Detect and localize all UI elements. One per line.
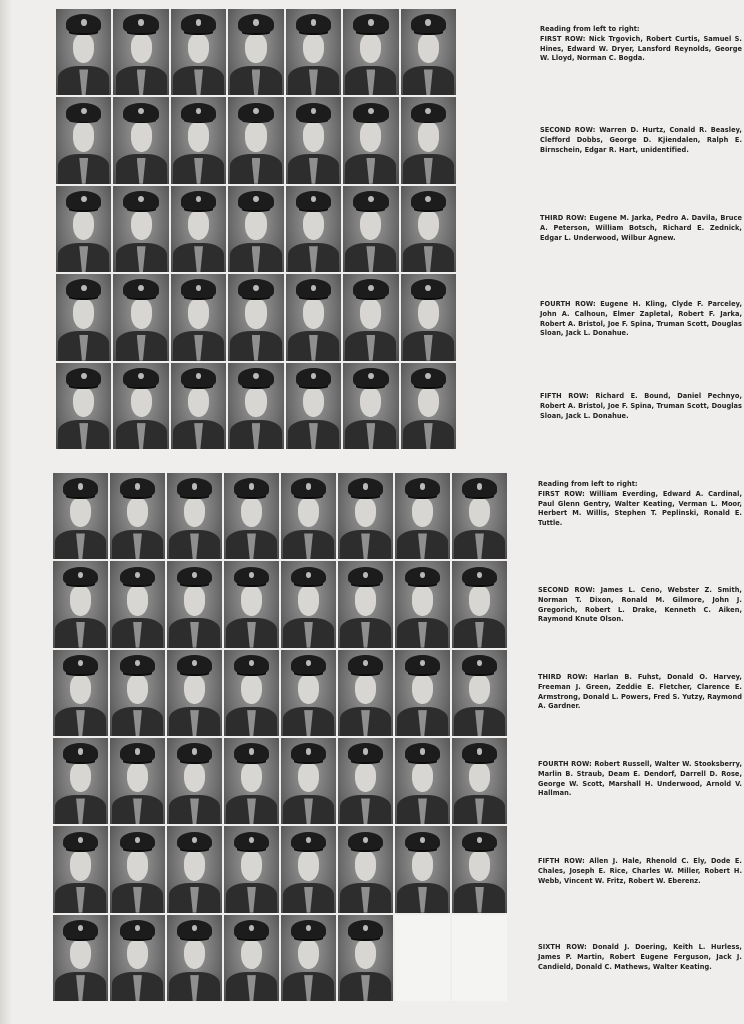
caption-group-1-third [540,214,742,243]
portrait-photo [224,473,279,559]
portrait-photo [171,363,226,449]
portrait-photo [452,473,507,559]
portrait-photo [281,915,336,1001]
caption-group-2-sixth [538,943,742,972]
portrait-photo [110,738,165,824]
portrait-photo [452,826,507,912]
portrait-photo [171,9,226,95]
portrait-photo [171,97,226,183]
portrait-photo [56,363,111,449]
portrait-photo [56,274,111,360]
portrait-photo [110,650,165,736]
portrait-photo [452,650,507,736]
row-names: William Everding, Edward A. Cardinal, Paul Glenn Gentry, Walter Keating, Verman L. Moor, Herbert M. Willis, Stephen T. Peplinski, Ronald E. Tuttle. [538,489,742,528]
row-names: Robert Russell, Walter W. Stooksberry, Marlin B. Straub, Deam E. Dendorf, Darrell D. Rose, George W. Scott, Marshall H. Underwood, Arnold V. Hallman. [538,760,742,798]
portrait-photo [53,915,108,1001]
portrait-photo [228,363,283,449]
portrait-photo [56,9,111,95]
row-names: Warren D. Hurtz, Conald R. Beasley, Clefford Dobbs, George D. Kjiendalen, Ralph E. Birnschein, Edgar R. Hart, unidentified. [540,126,742,154]
photo-grid-group-1 [56,9,456,449]
row-label: SIXTH ROW: [538,943,593,951]
portrait-photo [110,915,165,1001]
portrait-photo [281,826,336,912]
portrait-photo [338,650,393,736]
portrait-photo [401,363,456,449]
portrait-photo [338,738,393,824]
page-gutter-shadow [0,0,12,1024]
portrait-photo [53,561,108,647]
portrait-photo [343,97,398,183]
portrait-photo [395,561,450,647]
portrait-photo [167,473,222,559]
portrait-photo [53,738,108,824]
portrait-photo [401,186,456,272]
portrait-photo [228,274,283,360]
portrait-photo [56,97,111,183]
portrait-photo [167,650,222,736]
portrait-photo [171,186,226,272]
portrait-photo [281,473,336,559]
portrait-photo [286,186,341,272]
caption-group-2-second [538,586,742,625]
portrait-photo [167,826,222,912]
portrait-photo [395,650,450,736]
portrait-photo [343,186,398,272]
portrait-photo [167,738,222,824]
row-label: FOURTH ROW: [538,760,595,768]
portrait-photo [224,650,279,736]
portrait-photo [286,363,341,449]
portrait-photo [113,363,168,449]
portrait-photo [452,561,507,647]
portrait-photo [343,363,398,449]
portrait-photo [395,738,450,824]
portrait-photo [53,826,108,912]
caption-group-2-fifth [538,857,742,886]
caption-group-1-first [540,25,742,64]
row-names: Donald J. Doering, Keith L. Hurless, James P. Martin, Robert Eugene Ferguson, Jack J. Candield, Donald C. Mathews, Walter Keating. [538,943,742,971]
portrait-photo [286,97,341,183]
row-label: FIRST ROW: [540,34,589,43]
caption-group-1-second [540,126,742,155]
row-names: Eugene H. Kling, Clyde F. Parceley, John A. Calhoun, Elmer Zapletal, Robert F. Jarka, Robert A. Bristol, Joe F. Spina, Truman Scott, Douglas Sloan, Jack L. Donahue. [540,300,742,338]
portrait-photo [228,186,283,272]
portrait-photo [286,9,341,95]
caption-group-1-fourth [540,300,742,339]
portrait-photo [224,738,279,824]
row-names: Harlan B. Fuhst, Donald O. Harvey, Freeman J. Green, Zeddie E. Fletcher, Clarence E. Armstrong, Donald L. Powers, Fred S. Yutzy, Raymond A. Gardner. [538,673,742,711]
portrait-photo [56,186,111,272]
caption-group-1-fifth [540,392,742,421]
portrait-photo [286,274,341,360]
portrait-photo [452,738,507,824]
row-label: FOURTH ROW: [540,300,601,308]
portrait-photo [338,826,393,912]
row-label: FIRST ROW: [538,489,590,498]
caption-group-2-first [538,480,742,529]
caption-group-2-fourth [538,760,742,799]
portrait-photo [281,738,336,824]
row-label: SECOND ROW: [538,586,601,594]
portrait-photo [338,915,393,1001]
portrait-photo [113,97,168,183]
portrait-photo [53,650,108,736]
portrait-photo [281,561,336,647]
row-names: Nick Trgovich, Robert Curtis, Samuel S. Hines, Edward W. Dryer, Lansford Reynolds, George W. Lloyd, Norman C. Bogda. [540,34,742,63]
portrait-photo [401,274,456,360]
portrait-photo [167,915,222,1001]
portrait-photo [228,97,283,183]
portrait-photo [343,274,398,360]
portrait-photo [110,561,165,647]
caption-group-2-third [538,673,742,712]
caption-intro: Reading from left to right: [538,480,638,488]
portrait-photo [224,561,279,647]
portrait-photo [343,9,398,95]
portrait-photo [171,274,226,360]
portrait-photo [395,826,450,912]
portrait-photo [224,826,279,912]
row-label: THIRD ROW: [540,214,590,222]
row-label: SECOND ROW: [540,126,600,134]
photo-grid-group-2 [53,473,507,1001]
row-names: Eugene M. Jarka, Pedro A. Davila, Bruce A. Peterson, William Botsch, Richard E. Zednick, Edgar L. Underwood, Wilbur Agnew. [540,214,742,242]
portrait-photo [224,915,279,1001]
row-label: FIFTH ROW: [538,857,590,865]
portrait-photo [338,561,393,647]
row-label: THIRD ROW: [538,673,594,681]
portrait-photo [110,826,165,912]
portrait-photo [401,9,456,95]
portrait-photo [110,473,165,559]
portrait-photo [395,473,450,559]
row-names: Allen J. Hale, Rhenold C. Ely, Dode E. Chales, Joseph E. Rice, Charles W. Miller, Robert H. Webb, Vincent W. Fritz, Robert W. Eberenz. [538,857,742,885]
empty-photo-slot [452,915,507,1001]
portrait-photo [228,9,283,95]
portrait-photo [53,473,108,559]
row-label: FIFTH ROW: [540,392,596,400]
caption-intro: Reading from left to right: [540,25,640,33]
portrait-photo [113,274,168,360]
portrait-photo [401,97,456,183]
portrait-photo [113,186,168,272]
portrait-photo [281,650,336,736]
row-names: James L. Ceno, Webster Z. Smith, Norman T. Dixon, Ronald M. Gilmore, John J. Gregorich, Robert L. Drake, Kenneth C. Aiken, Raymond Knute Olson. [538,586,742,624]
empty-photo-slot [395,915,450,1001]
portrait-photo [167,561,222,647]
row-names: Richard E. Bound, Daniel Pechnyo, Robert A. Bristol, Joe F. Spina, Truman Scott, Douglas Sloan, Jack L. Donahue. [540,392,742,420]
portrait-photo [338,473,393,559]
portrait-photo [113,9,168,95]
